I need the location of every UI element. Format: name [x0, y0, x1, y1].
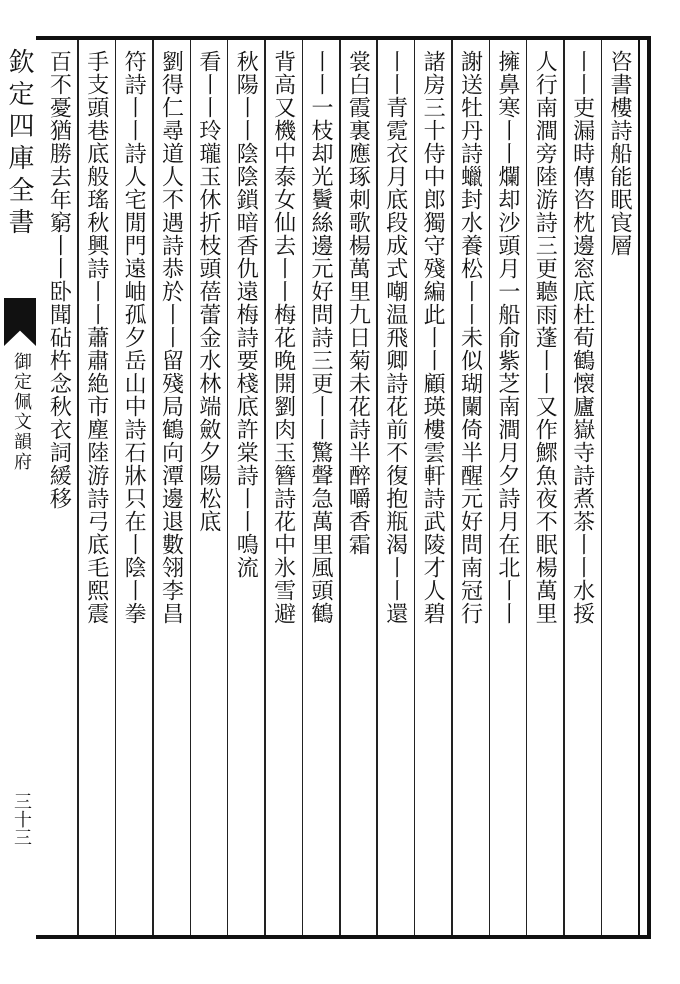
frame-bottom-border: [36, 935, 651, 939]
column-divider: [264, 40, 266, 935]
column-divider: [115, 40, 117, 935]
column-divider: [376, 40, 378, 935]
column-divider: [152, 40, 154, 935]
column-divider: [451, 40, 453, 935]
page-number: 三十三: [11, 792, 32, 846]
text-column: 劉得仁尋道人不遇詩恭於丨丨留殘局鶴向潭邊退數翎李昌: [158, 50, 184, 625]
text-column: 手支頭巷底般瑤秋興詩丨丨蕭肅絶市塵陸游詩弓底毛熙震: [83, 50, 109, 625]
column-divider: [526, 40, 528, 935]
text-column: 擁鼻寒丨丨爛却沙頭月一船俞紫芝南澗月夕詩月在北丨丨: [494, 50, 520, 625]
text-column: 謝送牡丹詩蠟封水養松丨丨未似瑚闌倚半醒元好問南冠行: [457, 50, 483, 625]
text-column: 人行南澗旁陸游詩三更聽雨蓬丨丨又作鰥魚夜不眠楊萬里: [532, 50, 558, 625]
page-spine: [0, 40, 38, 940]
text-column: 丨丨吏漏時傳咨枕邊窓底杜荀鶴懐廬嶽寺詩煮茶丨丨水挼: [569, 50, 595, 625]
text-column: 秋陽丨丨陰陰鎖暗香仇遠梅詩要棧底許棠詩丨丨鳴流: [233, 50, 259, 579]
column-divider: [227, 40, 229, 935]
column-divider: [190, 40, 192, 935]
column-divider: [563, 40, 565, 935]
frame-right-border: [647, 36, 651, 939]
text-column: 丨丨青霓衣月底段成式嘲温飛卿詩花前不復抱瓶渴丨丨還: [382, 50, 408, 625]
text-column: 百不憂猶勝去年窮丨丨卧聞砧杵念秋衣詞緩移: [46, 50, 72, 510]
text-column: 裳白霞裏應琢刺歌楊萬里九日菊未花詩半醉嚼香霜: [345, 50, 371, 556]
text-column: 諸房三十侍中郎獨守殘編此丨丨顧瑛樓雲軒詩武陵才人碧: [420, 50, 446, 625]
text-column: 背高又機中泰女仙去丨丨梅花晚開劉肉玉簪詩花中氷雪避: [270, 50, 296, 625]
text-column: 看丨丨玲瓏玉休折枝頭蓓蕾金水林端斂夕陽松底: [195, 50, 221, 533]
column-divider: [414, 40, 416, 935]
text-column: 丨丨一枝却光鬢絲邊元好問詩三更丨丨驚聲急萬里風頭鶴: [308, 50, 333, 625]
frame-inner-right-border: [638, 40, 640, 935]
frame-top-border: [36, 36, 651, 40]
column-divider: [339, 40, 341, 935]
column-divider: [77, 40, 79, 935]
spine-subtitle: 御定佩文韻府: [11, 352, 32, 472]
column-divider: [601, 40, 603, 935]
column-divider: [489, 40, 491, 935]
spine-title: 欽定四庫全書: [4, 48, 34, 240]
column-divider: [302, 40, 304, 935]
text-column: 符詩丨丨詩人宅閒門遠岫孤夕岳山中詩石牀只在丨陰丨拳: [121, 50, 147, 625]
fishtail-ornament: [4, 298, 36, 346]
text-column: 咨書樓詩船能眠㝗層: [607, 50, 632, 257]
